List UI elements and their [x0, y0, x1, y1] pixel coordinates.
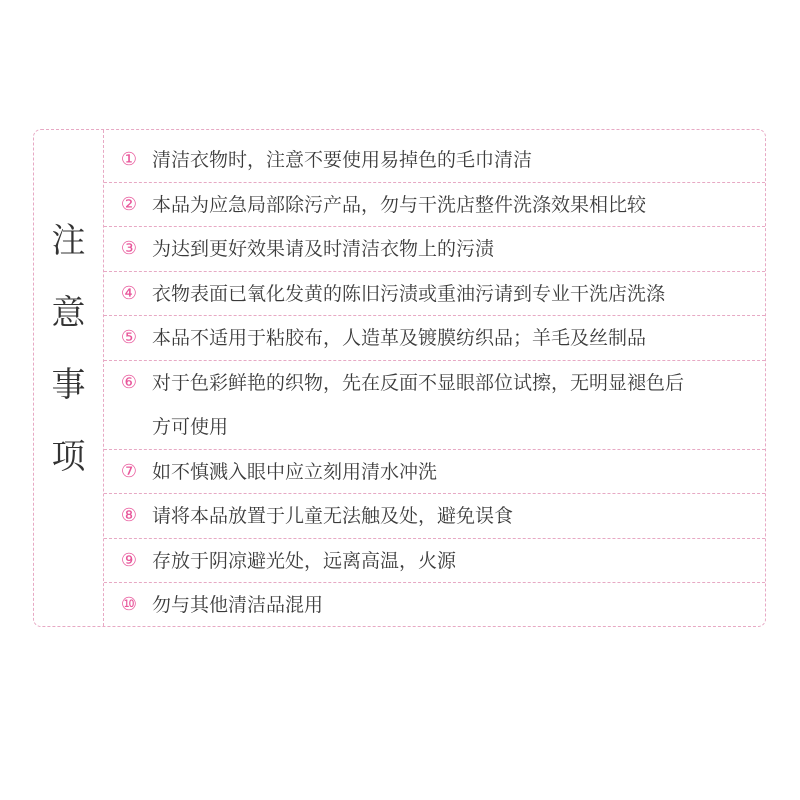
list-item	[104, 316, 765, 361]
item-number: ①	[120, 149, 138, 170]
item-text-line: 对于色彩鲜艳的织物，先在反面不显眼部位试擦，无明显褪色后	[152, 371, 685, 394]
title-char: 注	[51, 221, 86, 261]
item-number: ②	[120, 193, 138, 215]
list-item	[104, 583, 765, 628]
item-text: 本品不适用于粘胶布，人造革及镀膜纺织品；羊毛及丝制品	[152, 327, 647, 349]
list-item	[104, 272, 765, 317]
list-item	[104, 450, 765, 495]
notice-card	[33, 129, 766, 627]
title-char: 意	[51, 293, 86, 333]
notice-list	[104, 138, 765, 628]
title-column	[34, 130, 104, 626]
item-text: 衣物表面已氧化发黄的陈旧污渍或重油污请到专业干洗店洗涤	[152, 282, 666, 305]
title-char: 事	[51, 365, 86, 405]
item-text: 勿与其他清洁品混用	[152, 594, 324, 616]
item-number: ⑧	[120, 505, 138, 526]
list-item	[104, 361, 765, 450]
item-text: 清洁衣物时，注意不要使用易掉色的毛巾清洁	[152, 149, 533, 171]
list-item	[104, 539, 765, 584]
item-text: 存放于阴凉避光处，远离高温，火源	[152, 549, 457, 572]
notice-title	[34, 223, 103, 511]
item-text: 如不慎溅入眼中应立刻用清水冲洗	[152, 460, 438, 483]
list-item	[104, 183, 765, 228]
item-number: ⑥	[120, 371, 138, 393]
item-text: 为达到更好效果请及时清洁衣物上的污渍	[152, 238, 495, 260]
item-text: 本品为应急局部除污产品，勿与干洗店整件洗涤效果相比较	[152, 193, 647, 216]
item-number: ⑨	[120, 549, 138, 571]
item-number: ③	[120, 238, 138, 259]
title-char: 项	[51, 437, 86, 477]
item-text-line: 方可使用	[152, 415, 229, 438]
item-text	[152, 361, 753, 449]
item-number: ⑦	[120, 460, 138, 482]
list-item	[104, 227, 765, 272]
item-number: ⑤	[120, 327, 138, 348]
item-text: 请将本品放置于儿童无法触及处，避免误食	[152, 505, 514, 527]
item-number: ④	[120, 282, 138, 304]
list-item	[104, 494, 765, 539]
item-number: ⑩	[120, 594, 138, 615]
list-item	[104, 138, 765, 183]
